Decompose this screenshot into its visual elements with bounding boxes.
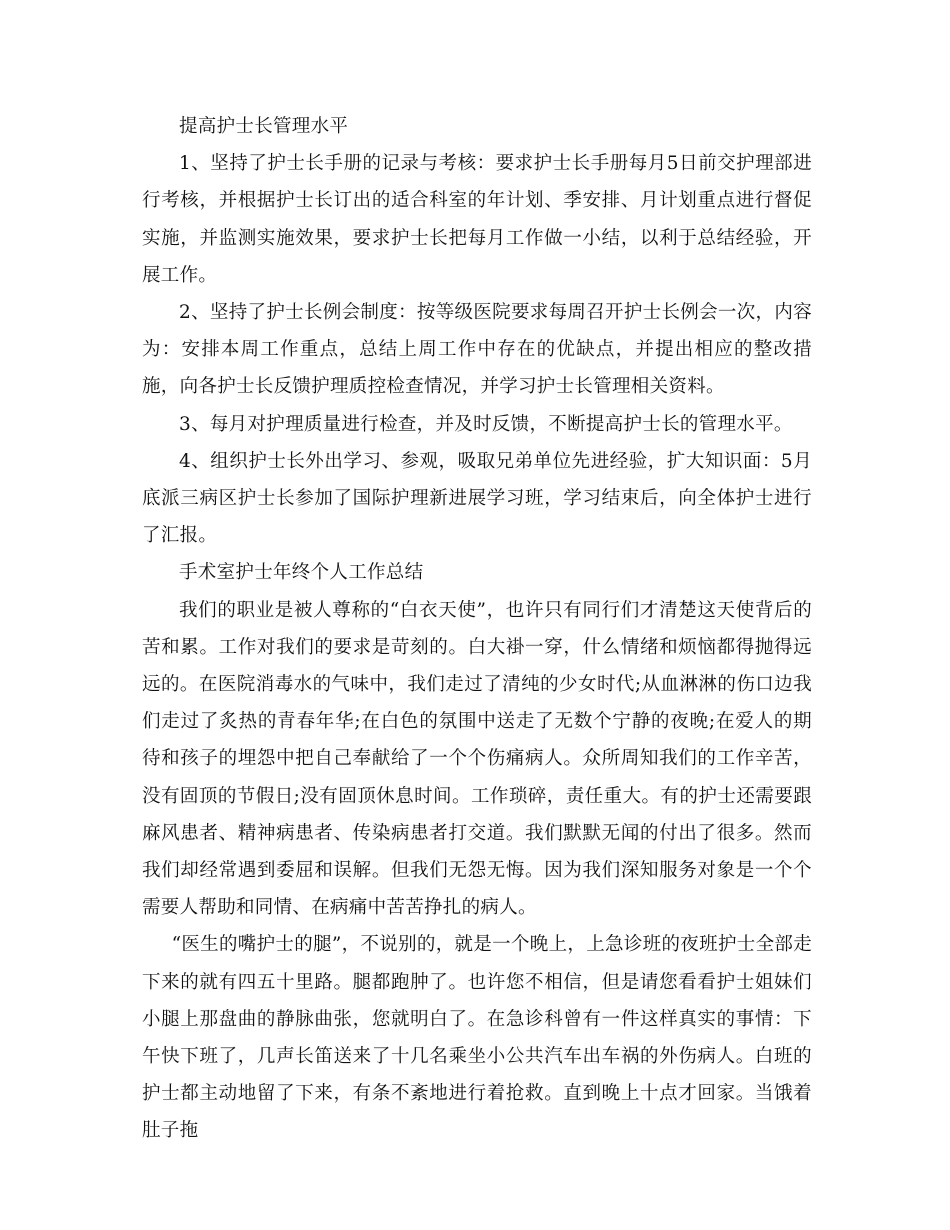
paragraph-meeting: 2、坚持了护士长例会制度：按等级医院要求每周召开护士长例会一次，内容为：安排本周工作重点，总结上周工作中存在的优缺点，并提出相应的整改措施，向各护士长反馈护理质控检查情况，并学习护士长管理相关资料。 [142,302,812,398]
paragraph-profession: 我们的职业是被人尊称的“白衣天使”，也许只有同行们才清楚这天使背后的苦和累。工作对我们的要求是苛刻的。白大褂一穿，什么情绪和烦恼都得抛得远远的。在医院消毒水的气味中，我们走过了清纯的少女时代;从血淋淋的伤口边我们走过了炙热的青春年华;在白色的氛围中送走了无数个宁静的夜晚;在爱人的期待和孩子的埋怨中把自己奉献给了一个个伤痛病人。众所周知我们的工作辛苦，没有固顶的节假日;没有固顶休息时间。工作琐碎，责任重大。有的护士还需要跟麻风患者、精神病患者、传染病患者打交道。我们默默无闻的付出了很多。然而我们却经常遇到委屈和误解。但我们无怨无悔。因为我们深知服务对象是一个个需要人帮助和同情、在病痛中苦苦挣扎的病人。 [142,599,812,919]
paragraph-study-visit: 4、组织护士长外出学习、参观，吸取兄弟单位先进经验，扩大知识面：5月底派三病区护士长参加了国际护理新进展学习班，学习结束后，向全体护士进行了汇报。 [142,450,812,547]
document-body [142,108,812,1150]
section-heading-summary: 手术室护士年终个人工作总结 [179,562,424,584]
paragraph-emergency: “医生的嘴护士的腿”，不说别的，就是一个晚上，上急诊班的夜班护士全部走下来的就有四五十里路。腿都跑肿了。也许您不相信，但是请您看看护士姐妹们小腿上那盘曲的静脉曲张，您就明白了。在急诊科曾有一件这样真实的事情：下午快下班了，几声长笛送来了十几名乘坐小公共汽车出车祸的外伤病人。白班的护士都主动地留了下来，有条不紊地进行着抢救。直到晚上十点才回家。当饿着肚子拖 [142,934,812,1142]
paragraph-quality-check: 3、每月对护理质量进行检查，并及时反馈，不断提高护士长的管理水平。 [179,413,793,435]
paragraph-handbook: 1、坚持了护士长手册的记录与考核：要求护士长手册每月5日前交护理部进行考核，并根据护士长订出的适合科室的年计划、季安排、月计划重点进行督促实施，并监测实施效果，要求护士长把每月工作做一小结，以利于总结经验，开展工作。 [142,153,812,286]
section-heading-management: 提高护士长管理水平 [179,116,349,137]
